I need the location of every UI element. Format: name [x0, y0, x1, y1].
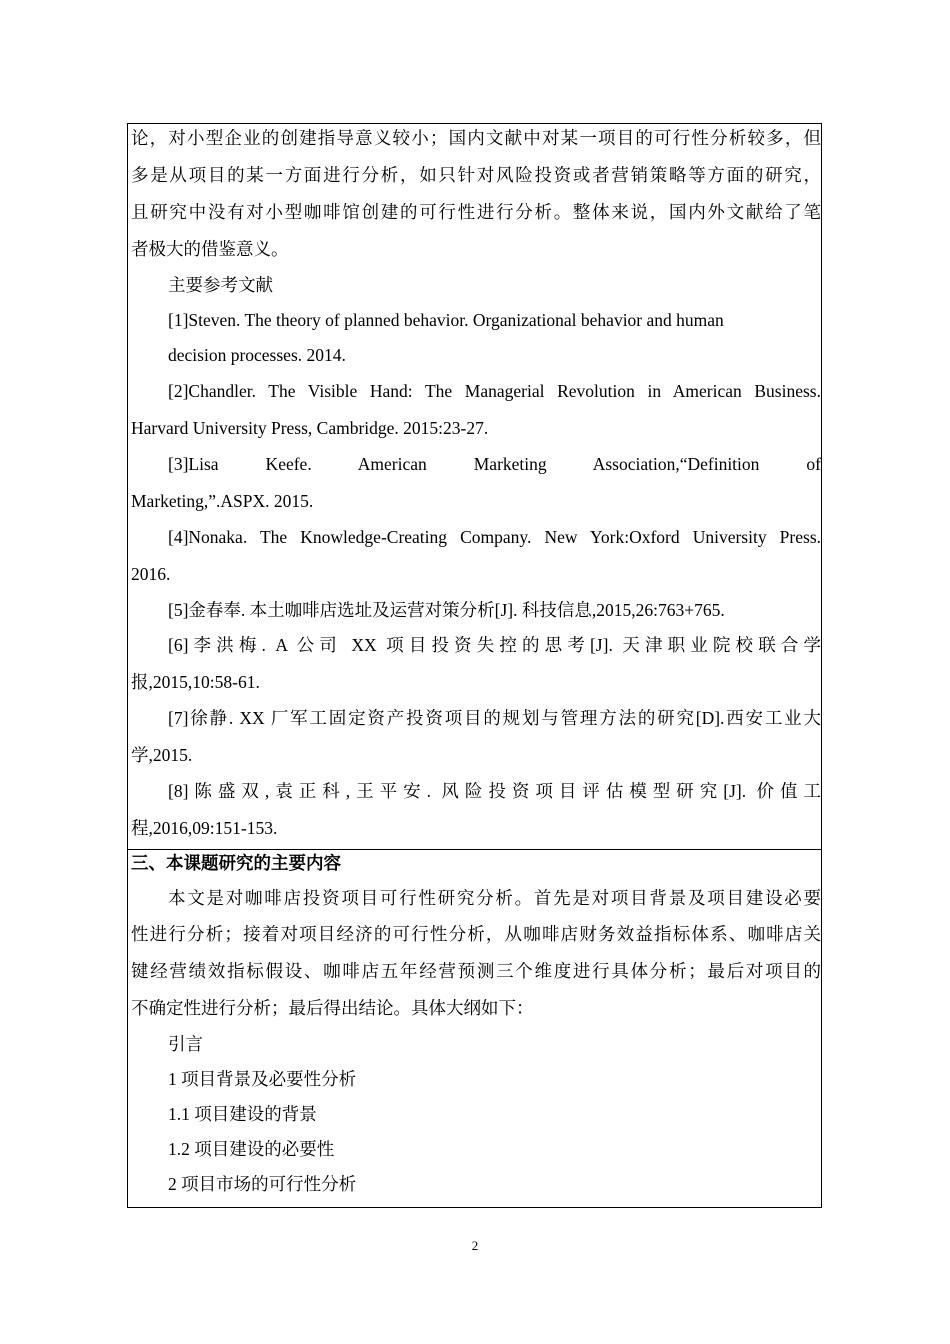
body-line: 键经营绩效指标假设、咖啡店五年经营预测三个维度进行具体分析；最后对项目的: [131, 961, 821, 981]
references-heading: 主要参考文献: [168, 275, 273, 295]
reference-item: [2]Chandler. The Visible Hand: The Managerial Revolution in American Business.: [168, 381, 821, 401]
reference-item: [5]金春奉. 本土咖啡店选址及运营对策分析[J]. 科技信息,2015,26:763+765.: [168, 600, 725, 620]
outline-item: 2 项目市场的可行性分析: [168, 1174, 357, 1194]
outline-item: 1.2 项目建设的必要性: [168, 1139, 335, 1159]
reference-item-cont: Marketing,”.ASPX. 2015.: [131, 491, 314, 511]
literature-review-cell: [127, 123, 822, 850]
reference-item-cont: decision processes. 2014.: [168, 345, 346, 365]
reference-item-cont: 报,2015,10:58-61.: [131, 672, 260, 692]
reference-item: [4]Nonaka. The Knowledge-Creating Company. New York:Oxford University Press.: [168, 527, 821, 547]
reference-item: [8]陈盛双,袁正科,王平安. 风险投资项目评估模型研究[J]. 价值工: [168, 781, 821, 801]
section-title: 三、本课题研究的主要内容: [131, 853, 341, 873]
outline-item: 引言: [168, 1034, 203, 1054]
outline-item: 1 项目背景及必要性分析: [168, 1069, 357, 1089]
body-line: 性进行分析；接着对项目经济的可行性分析，从咖啡店财务效益指标体系、咖啡店关: [131, 924, 821, 944]
reference-item: [6]李洪梅. A 公司 XX 项目投资失控的思考[J]. 天津职业院校联合学: [168, 635, 821, 655]
reference-item-cont: 2016.: [131, 564, 171, 584]
reference-item: [7]徐静. XX 厂军工固定资产投资项目的规划与管理方法的研究[D].西安工业大: [168, 708, 821, 728]
body-line: 不确定性进行分析；最后得出结论。具体大纲如下：: [131, 998, 534, 1018]
reference-item: [1]Steven. The theory of planned behavior. Organizational behavior and human: [168, 310, 724, 330]
intro-line: 者极大的借鉴意义。: [131, 239, 289, 259]
intro-line: 论，对小型企业的创建指导意义较小；国内文献中对某一项目的可行性分析较多，但: [131, 128, 821, 148]
body-line: 本文是对咖啡店投资项目可行性研究分析。首先是对项目背景及项目建设必要: [168, 888, 821, 908]
reference-item: [3]Lisa Keefe. American Marketing Association,“Definition of: [168, 454, 821, 474]
intro-line: 多是从项目的某一方面进行分析，如只针对风险投资或者营销策略等方面的研究，: [131, 165, 821, 185]
page-number: 2: [471, 1238, 479, 1253]
reference-item-cont: Harvard University Press, Cambridge. 2015:23-27.: [131, 418, 489, 438]
intro-line: 且研究中没有对小型咖啡馆创建的可行性进行分析。整体来说，国内外文献给了笔: [131, 202, 821, 222]
reference-item-cont: 程,2016,09:151-153.: [131, 818, 278, 838]
main-content-cell: [127, 849, 822, 1208]
reference-item-cont: 学,2015.: [131, 745, 193, 765]
outline-item: 1.1 项目建设的背景: [168, 1104, 317, 1124]
